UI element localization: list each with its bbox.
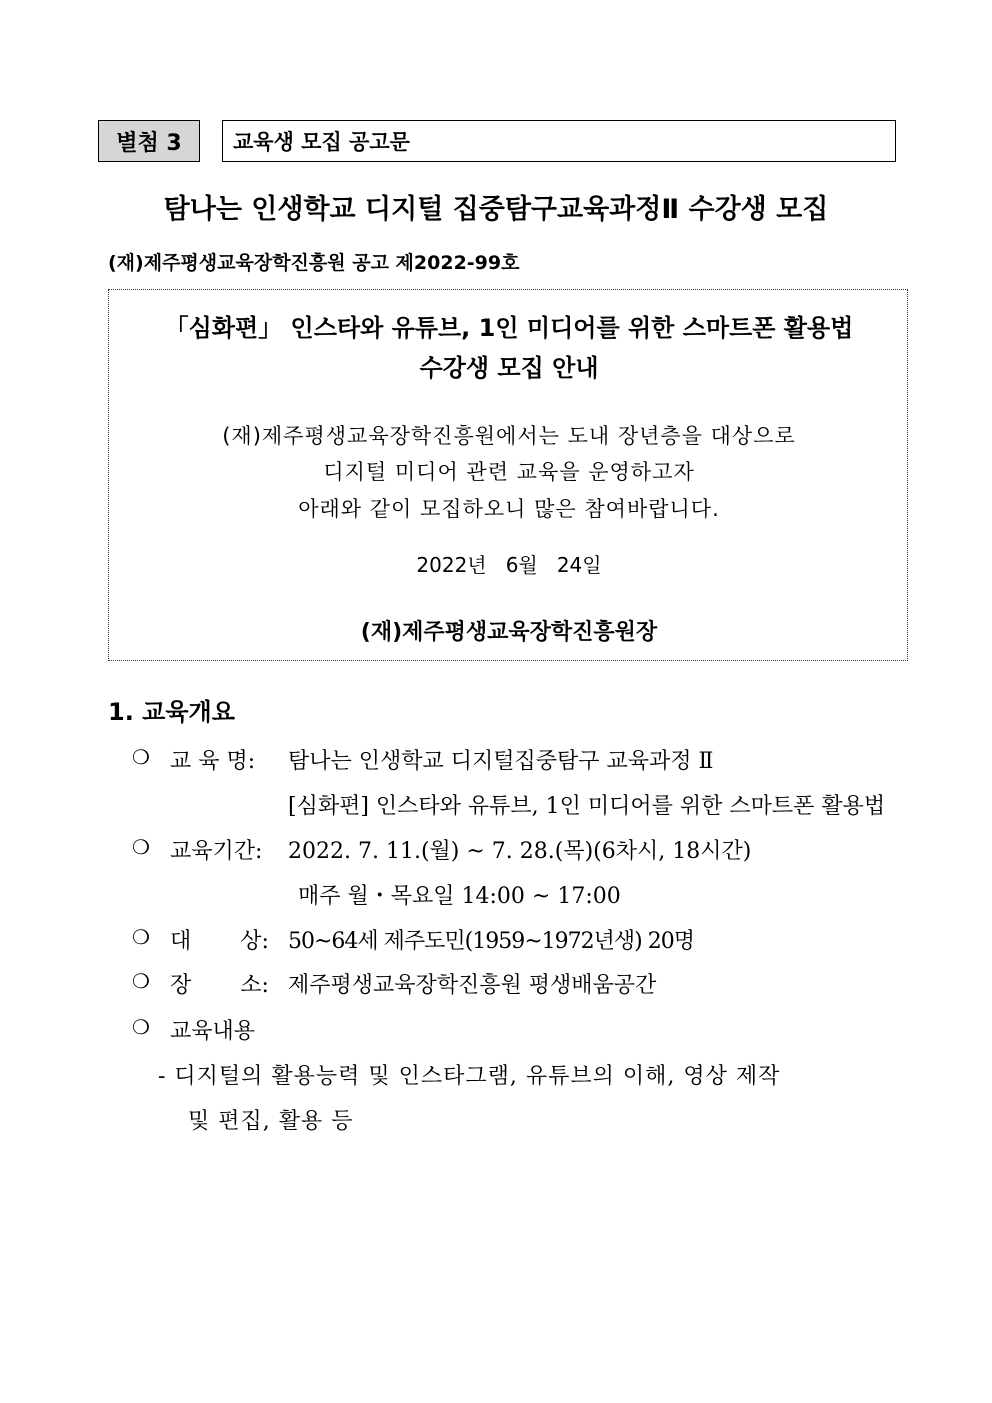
bullet-circle: ❍ (132, 969, 150, 993)
item-value-target: 50~64세 제주도민(1959~1972년생) 20명 (288, 929, 694, 954)
item-label-course-name: 교 육 명: (170, 749, 256, 774)
notice-number: (재)제주평생교육장학진흥원 공고 제2022-99호 (108, 252, 520, 274)
notice-body-line2: 디지털 미디어 관련 교육을 운영하고자 (323, 460, 695, 484)
document-heading: 교육생 모집 공고문 (233, 130, 410, 154)
item-label-period: 교육기간: (170, 839, 263, 864)
notice-body-line1: (재)제주평생교육장학진흥원에서는 도내 장년층을 대상으로 (222, 424, 796, 448)
notice-date: 2022년 6월 24일 (416, 553, 602, 577)
item-value-course-name: 탐나는 인생학교 디지털집중탐구 교육과정 Ⅱ (288, 749, 714, 774)
bullet-circle: ❍ (132, 1015, 150, 1039)
notice-signature: (재)제주평생교육장학진흥원장 (360, 620, 658, 645)
section-title: 1. 교육개요 (108, 698, 235, 726)
notice-title-line2: 수강생 모집 안내 (419, 354, 599, 382)
item-value-period: 2022. 7. 11.(월) ~ 7. 28.(목)(6차시, 18시간) (288, 839, 752, 864)
bullet-circle: ❍ (132, 745, 150, 769)
document-heading-box (222, 120, 896, 162)
item-value-course-subtitle: [심화편] 인스타와 유튜브, 1인 미디어를 위한 스마트폰 활용법 (288, 794, 886, 819)
bullet-circle: ❍ (132, 925, 150, 949)
item-label-target: 대 상: (170, 929, 269, 954)
item-label-location: 장 소: (170, 973, 269, 998)
notice-title-line1: 「심화편」 인스타와 유튜브, 1인 미디어를 위한 스마트폰 활용법 (164, 314, 854, 342)
notice-box (108, 289, 908, 661)
attachment-tag-label: 별첨 3 (116, 130, 182, 156)
bullet-circle: ❍ (132, 835, 150, 859)
content-line1: - 디지털의 활용능력 및 인스타그램, 유튜브의 이해, 영상 제작 (158, 1064, 781, 1089)
content-line2: 및 편집, 활용 등 (188, 1109, 354, 1134)
attachment-tag (98, 120, 200, 162)
item-value-location: 제주평생교육장학진흥원 평생배움공간 (288, 973, 657, 998)
item-value-schedule: 매주 월・목요일 14:00 ~ 17:00 (298, 884, 621, 909)
item-label-content: 교육내용 (170, 1019, 256, 1044)
notice-body-line3: 아래와 같이 모집하오니 많은 참여바랍니다. (298, 497, 720, 521)
main-title: 탐나는 인생학교 디지털 집중탐구교육과정Ⅱ 수강생 모집 (163, 194, 829, 225)
